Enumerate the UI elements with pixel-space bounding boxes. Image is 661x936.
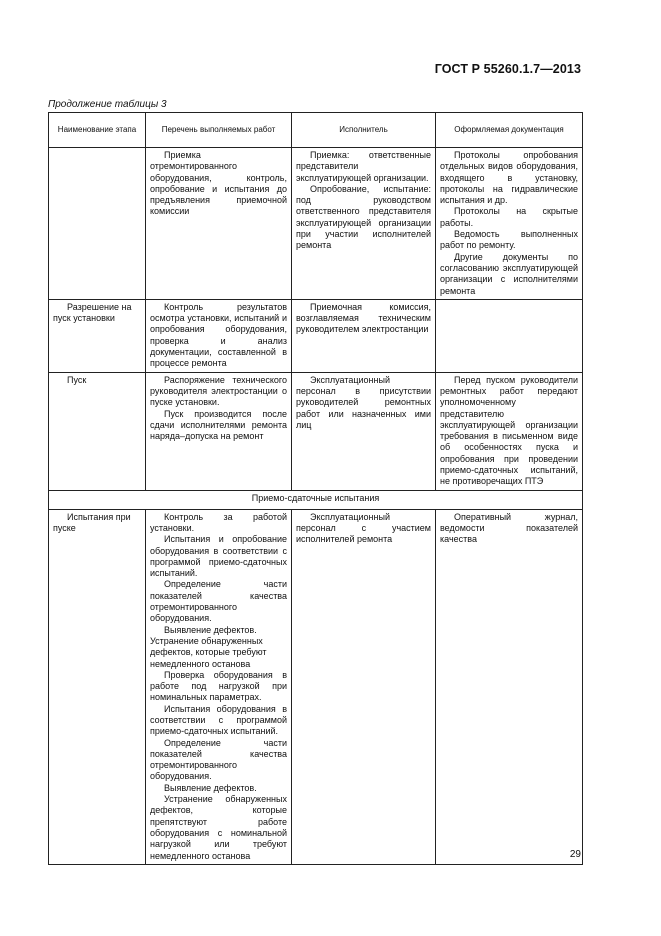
table-row (49, 509, 583, 864)
executor-paragraph: Приемочная комиссия, возглавляемая техническим руководителем электростанции (296, 301, 431, 335)
executor-cell (292, 299, 436, 372)
stage-cell (49, 148, 146, 300)
works-paragraph: Устранение обнаруженных дефектов, которые препятствуют работе оборудования с номинальной нагрузкой или требуют немедленного останова (150, 794, 287, 861)
docs-cell (436, 299, 583, 372)
table-header-row (49, 113, 583, 148)
executor-paragraph: Опробование, испытание: под руководством ответственного представителя эксплуатирующей организации при участии исполнителей ремонта (296, 183, 431, 251)
works-paragraph: Испытания и опробование оборудования в соответствии с программой приемо-сдаточных испытаний. (150, 534, 287, 579)
works-cell (146, 372, 292, 490)
docs-cell (436, 372, 583, 490)
table-row (49, 148, 583, 300)
works-paragraph: Пуск производится после сдачи исполнителями ремонта наряда–допуска на ремонт (150, 408, 287, 442)
column-header-works: Перечень выполняемых работ (146, 113, 292, 148)
executor-cell (292, 148, 436, 300)
stage-label: Испытания при пуске (53, 511, 131, 533)
works-paragraph: Контроль за работой установки. (150, 511, 287, 533)
docs-paragraph: Протоколы на скрытые работы. (440, 206, 578, 228)
page-number: 29 (569, 849, 581, 860)
stages-table (48, 112, 583, 865)
docs-paragraph: Оперативный журнал, ведомости показателей качества (440, 511, 578, 545)
works-paragraph: Проверка оборудования в работе под нагрузкой при номинальных параметрах. (150, 669, 287, 703)
works-paragraph: Испытания оборудования в соответствии с программой приемо-сдаточных испытаний. (150, 703, 287, 737)
column-header-executor: Исполнитель (292, 113, 436, 148)
column-header-stage: Наименование этапа (49, 113, 146, 148)
docs-paragraph: Перед пуском руководители ремонтных работ передают уполномоченному представителю эксплуатирующей организации требования в письменном виде об особенностях пуска и опробования при проведении приемо-сдаточных испытаний, не противоречащих ПТЭ (440, 374, 578, 487)
executor-paragraph: Эксплуатационный персонал с участием исполнителей ремонта (296, 511, 431, 545)
executor-cell (292, 509, 436, 864)
works-cell (146, 299, 292, 372)
stage-cell (49, 299, 146, 372)
docs-paragraph: Протоколы опробования отдельных видов оборудования, входящего в установку, протоколы на гидравлические испытания и др. (440, 150, 578, 206)
docs-paragraph: Ведомость выполненных работ по ремонту. (440, 229, 578, 251)
docs-cell (436, 148, 583, 300)
stage-cell (49, 372, 146, 490)
works-paragraph: Определение части показателей качества отремонтированного оборудования. (150, 737, 287, 782)
table-continuation-caption: Продолжение таблицы 3 (48, 99, 167, 110)
works-paragraph: Выявление дефектов. (164, 624, 257, 635)
stage-label: Разрешение на пуск установки (53, 301, 132, 324)
column-header-documentation: Оформляемая документация (436, 113, 583, 148)
executor-paragraph: Приемка: ответственные представители эксплуатирующей организации. (296, 150, 431, 183)
works-paragraph: Определение части показателей качества отремонтированного оборудования. (150, 579, 287, 624)
works-paragraph: Устранение обнаруженных дефектов, которые требуют немедленного останова (150, 635, 267, 669)
docs-paragraph: Другие документы по согласованию эксплуатирующей организации с исполнителями ремонта (440, 251, 578, 296)
section-header-row (49, 490, 583, 509)
works-cell (146, 509, 292, 864)
section-title: Приемо-сдаточные испытания (49, 490, 583, 509)
executor-paragraph: Эксплуатационный персонал в присутствии руководителей ремонтных работ или назначенных ими лиц (296, 374, 431, 430)
stage-cell (49, 509, 146, 864)
works-paragraph: Приемка отремонтированного оборудования, контроль, опробование и испытания до предъявления приемочной комиссии (150, 150, 287, 217)
stage-label: Пуск (67, 374, 87, 385)
works-cell (146, 148, 292, 300)
docs-cell (436, 509, 583, 864)
works-paragraph: Контроль результатов осмотра установки, испытаний и опробования оборудования, проверка и анализ документации, составленной в процессе ремонта (150, 301, 287, 369)
document-standard-header: ГОСТ Р 55260.1.7—2013 (434, 62, 581, 76)
works-paragraph: Выявление дефектов. (164, 782, 257, 793)
table-row (49, 299, 583, 372)
table-row (49, 372, 583, 490)
works-paragraph: Распоряжение технического руководителя электростанции о пуске установки. (150, 374, 287, 408)
executor-cell (292, 372, 436, 490)
